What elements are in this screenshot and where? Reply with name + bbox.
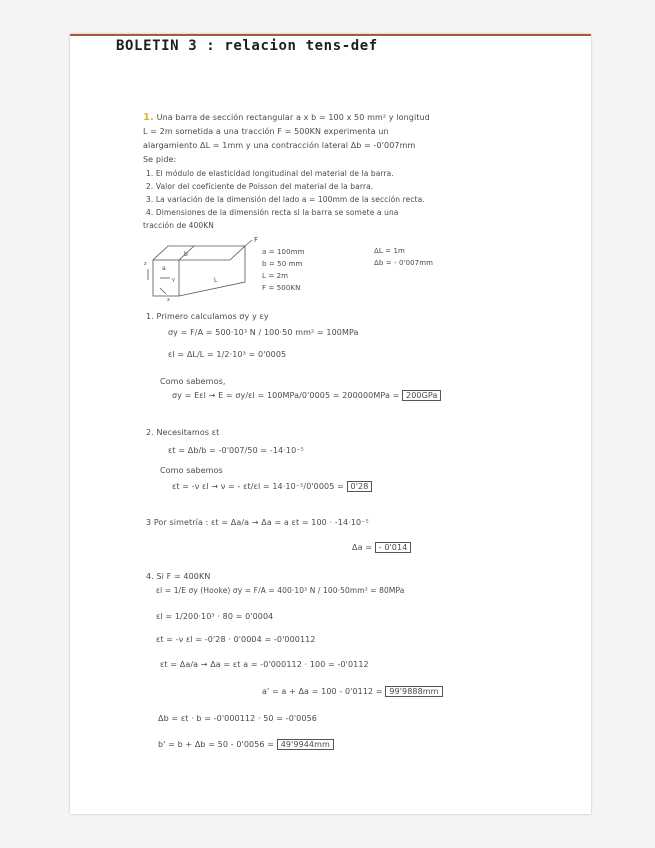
- part1-e-calc: σy = Eεl → E = σy/εl = 100MPa/0'0005 = 200000MPa = 200GPa: [172, 391, 441, 401]
- part3-result: Δa = - 0'014: [352, 543, 411, 553]
- part4-intro: 4. Si F = 400KN: [146, 572, 211, 581]
- question-3: 3. La variación de la dimensión del lado a = 100mm de la sección recta.: [146, 195, 425, 204]
- question-4-cont: tracción de 400KN: [143, 221, 214, 230]
- problem-line-1: 1. Una barra de sección rectangular a x b = 100 x 50 mm² y longitud: [143, 112, 430, 123]
- part3-calc: 3 Por simetría : εt = Δa/a → Δa = a εt = 100 · -14·10⁻⁵: [146, 518, 369, 527]
- diagram-axis-z: z: [144, 261, 147, 267]
- part2-intro: 2. Necesitamos εt: [146, 428, 220, 437]
- answer-box-e: 200GPa: [402, 390, 441, 401]
- answer-box-nu: 0'28: [347, 481, 373, 492]
- part2-nu-calc: εt = -ν εl → ν = - εt/εl = 14·10⁻⁵/0'0005 = 0'28: [172, 482, 372, 492]
- data-b: b = 50 mm: [262, 260, 303, 268]
- problem-line-2: L = 2m sometida a una tracción F = 500KN experimenta un: [143, 127, 389, 136]
- problem-number: 1.: [143, 112, 154, 123]
- data-delta-l: ΔL = 1m: [374, 247, 405, 255]
- problem-line-3: alargamiento ΔL = 1mm y una contracción lateral Δb = -0'007mm: [143, 141, 416, 150]
- part4-b-prime: b' = b + Δb = 50 - 0'0056 = 49'9944mm: [158, 740, 334, 750]
- data-delta-b: Δb = - 0'007mm: [374, 259, 434, 267]
- part4-db: Δb = εt · b = -0'000112 · 50 = -0'0056: [158, 714, 317, 723]
- diagram-label-f: F: [254, 236, 259, 244]
- part1-como: Como sabemos,: [160, 377, 226, 386]
- diagram-label-l: L: [214, 277, 218, 284]
- question-2: 2. Valor del coeficiente de Poisson del material de la barra.: [146, 182, 374, 191]
- diagram-label-a: a: [162, 265, 166, 272]
- problem-line-4: Se pide:: [143, 155, 177, 164]
- diagram-axis-x: x: [167, 297, 170, 303]
- data-a: a = 100mm: [262, 248, 305, 256]
- part4-da: εt = Δa/a → Δa = εt a = -0'000112 · 100 = -0'0112: [160, 660, 369, 669]
- part4-a-prime: a' = a + Δa = 100 - 0'0112 = 99'9888mm: [262, 687, 443, 697]
- notebook-page: [70, 34, 591, 814]
- page-title: BOLETIN 3 : relacion tens-def: [116, 38, 378, 54]
- data-f: F = 500KN: [262, 284, 301, 292]
- question-4: 4. Dimensiones de la dimensión recta si la barra se somete a una: [146, 208, 399, 217]
- data-l: L = 2m: [262, 272, 289, 280]
- part4-el: εl = 1/E σy (Hooke) σy = F/A = 400·10³ N / 100·50mm² = 80MPa: [156, 586, 405, 595]
- part1-sigma: σy = F/A = 500·10³ N / 100·50 mm² = 100MPa: [168, 328, 359, 337]
- part1-intro: 1. Primero calculamos σy y εy: [146, 312, 269, 321]
- part4-el-val: εl = 1/200·10³ · 80 = 0'0004: [156, 612, 274, 621]
- part4-et: εt = -ν εl = -0'28 · 0'0004 = -0'000112: [156, 635, 316, 644]
- answer-box-da: - 0'014: [375, 542, 412, 553]
- part2-et: εt = Δb/b = -0'007/50 = -14·10⁻⁵: [168, 446, 304, 455]
- question-1: 1. El módulo de elasticidad longitudinal del material de la barra.: [146, 169, 394, 178]
- diagram-axis-y: y: [172, 277, 175, 283]
- part1-epsilon: εl = ΔL/L = 1/2·10³ = 0'0005: [168, 350, 287, 359]
- part2-como: Como sabemos: [160, 466, 223, 475]
- answer-box-a-prime: 99'9888mm: [385, 686, 442, 697]
- bar-diagram: [140, 236, 260, 306]
- diagram-label-b: b: [184, 251, 188, 258]
- answer-box-b-prime: 49'9944mm: [277, 739, 334, 750]
